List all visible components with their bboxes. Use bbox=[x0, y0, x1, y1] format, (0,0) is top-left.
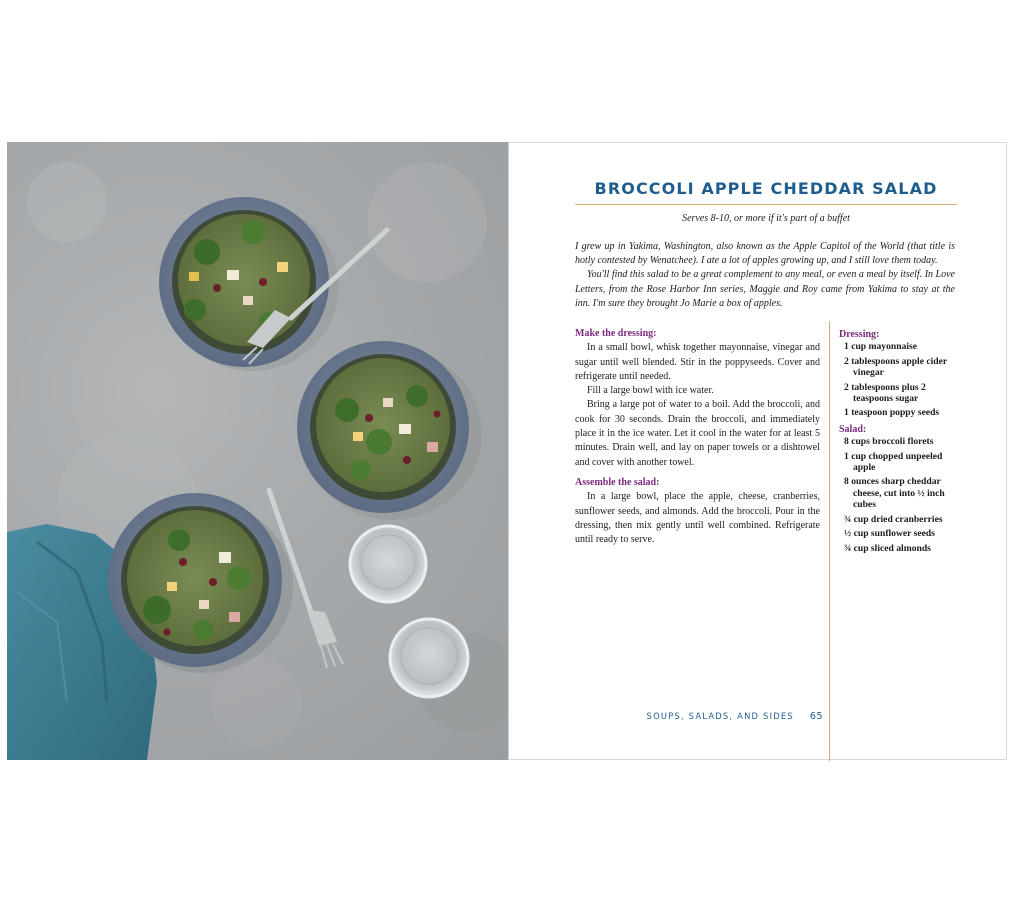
serves-note: Serves 8-10, or more if it's part of a buffet bbox=[682, 213, 850, 224]
ingredients-column bbox=[839, 329, 964, 559]
water-glass-1 bbox=[350, 526, 426, 602]
recipe-page bbox=[508, 142, 1007, 760]
ingredient-item: 1 teaspoon poppy seeds bbox=[844, 407, 940, 419]
intro-paragraph: I grew up in Yakima, Washington, also known as the Apple Capitol of the World (that title is hotly contested by Wenatchee). I ate a lot of apples growing up, and I still love them today. bbox=[575, 241, 955, 267]
dressing-ingredients-heading: Dressing: bbox=[839, 329, 880, 340]
method-step: In a small bowl, whisk together mayonnaise, vinegar and sugar until well blended. Stir in the poppyseeds. Cover and refrigerate until needed. bbox=[575, 342, 820, 382]
title-divider bbox=[575, 204, 957, 205]
photo-illustration bbox=[7, 142, 508, 760]
recipe-intro bbox=[575, 240, 955, 311]
ingredient-item: ¾ cup sliced almonds bbox=[844, 542, 931, 554]
ingredient-item: ¾ cup dried cranberries bbox=[844, 513, 943, 525]
salad-bowl-middle bbox=[297, 341, 482, 520]
method-step: In a large bowl, place the apple, cheese, cranberries, sunflower seeds, and almonds. Add the broccoli. Pour in the dressing, then mix gently until well combined. Refrigerate until ready to serve. bbox=[575, 491, 820, 546]
salad-ingredient-list bbox=[839, 436, 964, 554]
ingredient-item: 2 tablespoons apple cider vinegar bbox=[844, 355, 947, 379]
salad-method-heading: Assemble the salad: bbox=[575, 476, 660, 488]
ingredient-item: 8 ounces sharp cheddar cheese, cut into ½ inch cubes bbox=[844, 476, 945, 511]
salad-bowls-photo bbox=[7, 142, 508, 760]
recipe-title: BROCCOLI APPLE CHEDDAR SALAD bbox=[594, 179, 938, 198]
ingredient-item: 8 cups broccoli florets bbox=[844, 436, 934, 448]
page-number: 65 bbox=[809, 711, 823, 722]
column-divider bbox=[829, 321, 830, 761]
ingredient-item: 1 cup chopped unpeeled apple bbox=[844, 450, 943, 474]
book-spread bbox=[7, 142, 1007, 760]
recipe-method bbox=[575, 327, 820, 547]
dressing-method-heading: Make the dressing: bbox=[575, 328, 657, 339]
water-glass-2 bbox=[390, 619, 468, 697]
ingredient-item: 1 cup mayonnaise bbox=[844, 341, 918, 353]
section-name: SOUPS, SALADS, AND SIDES bbox=[646, 711, 794, 721]
page-footer bbox=[641, 711, 823, 722]
salad-ingredients-heading: Salad: bbox=[839, 423, 867, 435]
dressing-ingredient-list bbox=[839, 341, 964, 418]
method-step: Bring a large pot of water to a boil. Add the broccoli, and cook for 30 seconds. Drain the broccoli, and immediately place it in the ice water. Let it cool in the water for at least 5 minutes. Drain well, and lay on paper towels or a dishtowel and cover with another towel. bbox=[575, 399, 820, 468]
intro-paragraph: You'll find this salad to be a great complement to any meal, or even a meal by itself. In Love Letters, from the Rose Harbor Inn series, Maggie and Roy came from Yakima to stay at the inn. I'm sure they brought Jo Marie a box of apples. bbox=[575, 269, 955, 309]
ingredient-item: 2 tablespoons plus 2 teaspoons sugar bbox=[844, 381, 926, 405]
method-step: Fill a large bowl with ice water. bbox=[587, 385, 714, 397]
ingredient-item: ½ cup sunflower seeds bbox=[844, 528, 935, 540]
